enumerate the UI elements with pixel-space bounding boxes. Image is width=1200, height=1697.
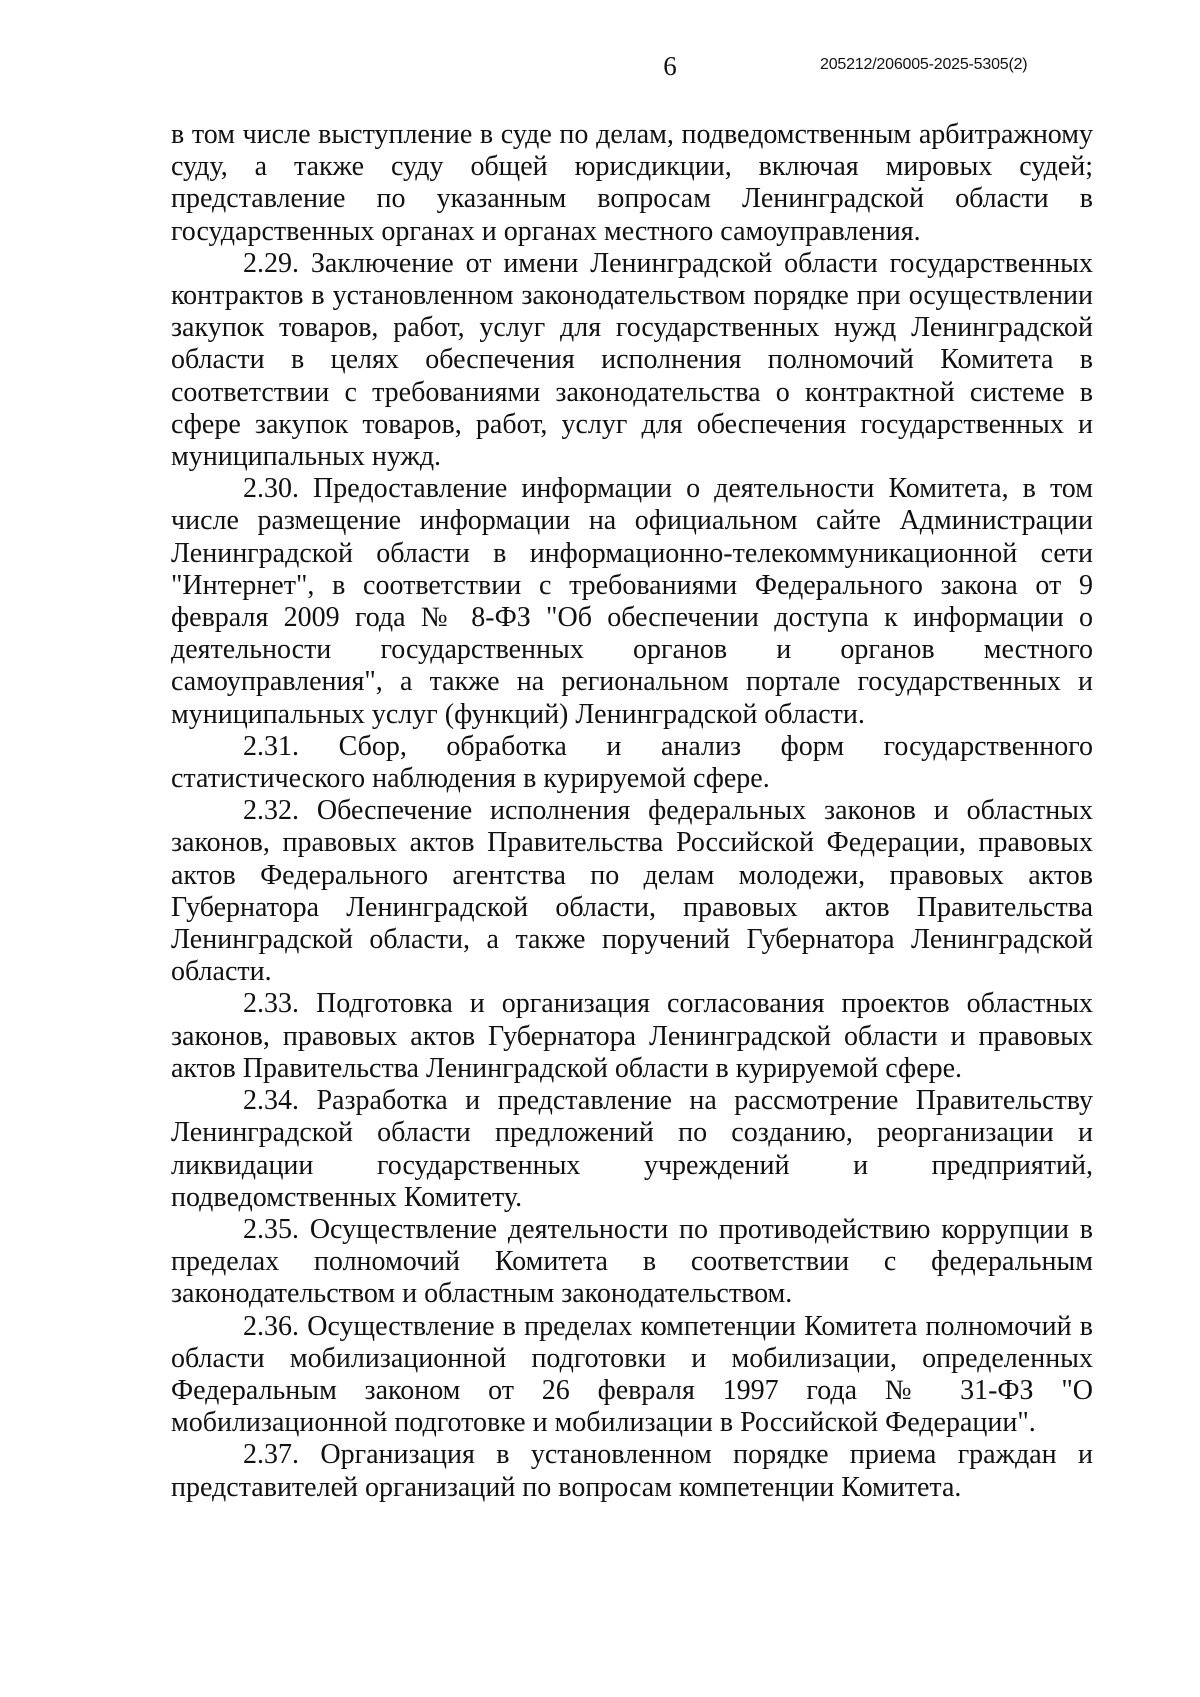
paragraph-2-33: 2.33. Подготовка и организация согласования проектов областных законов, правовых актов Губернатора Ленинградской области и правовых актов Правительства Ленинградской области в курируемой сфере.: [171, 988, 1093, 1084]
paragraph-2-37: 2.37. Организация в установленном порядке приема граждан и представителей организаций по вопросам компетенции Комитета.: [171, 1439, 1093, 1503]
paragraph-2-29: 2.29. Заключение от имени Ленинградской области государственных контрактов в установленном законодательством порядке при осуществлении закупок товаров, работ, услуг для государственных нужд Ленинградской области в целях обеспечения исполнения полномочий Комитета в соответствии с требованиями законодательства о контрактной системе в сфере закупок товаров, работ, услуг для обеспечения государственных и муниципальных нужд.: [171, 247, 1093, 473]
paragraph-2-35: 2.35. Осуществление деятельности по противодействию коррупции в пределах полномочий Комитета в соответствии с федеральным законодательством и областным законодательством.: [171, 1213, 1093, 1310]
paragraph-2-34: 2.34. Разработка и представление на рассмотрение Правительству Ленинградской области предложений по созданию, реорганизации и ликвидации государственных учреждений и предприятий, подведомственных Комитету.: [171, 1085, 1093, 1213]
paragraph-2-32: 2.32. Обеспечение исполнения федеральных законов и областных законов, правовых актов Правительства Российской Федерации, правовых актов Федерального агентства по делам молодежи, правовых актов Губернатора Ленинградской области, правовых актов Правительства Ленинградской области, а также поручений Губернатора Ленинградской области.: [171, 795, 1093, 988]
document-body: [171, 119, 1093, 1504]
paragraph-2-30: 2.30. Предоставление информации о деятельности Комитета, в том числе размещение информации на официальном сайте Администрации Ленинградской области в информационно-телекоммуникационной сети "Интернет", в соответствии с требованиями Федерального закона от 9 февраля 2009 года № 8-ФЗ "Об обеспечении доступа к информации о деятельности государственных органов и органов местного самоуправления", а также на региональном портале государственных и муниципальных услуг (функций) Ленинградской области.: [171, 473, 1093, 730]
paragraph-continuation: в том числе выступление в суде по делам, подведомственным арбитражному суду, а также суду общей юрисдикции, включая мировых судей; представление по указанным вопросам Ленинградской области в государственных органах и органах местного самоуправления.: [171, 119, 1093, 247]
paragraph-2-31: 2.31. Сбор, обработка и анализ форм государственного статистического наблюдения в курируемой сфере.: [171, 730, 1093, 795]
page-number: 6: [663, 51, 677, 81]
paragraph-2-36: 2.36. Осуществление в пределах компетенции Комитета полномочий в области мобилизационной подготовки и мобилизации, определенных Федеральным законом от 26 февраля 1997 года № 31-ФЗ "О мобилизационной подготовке и мобилизации в Российской Федерации".: [171, 1310, 1093, 1439]
document-code: 205212/206005-2025-5305(2): [820, 56, 1028, 73]
